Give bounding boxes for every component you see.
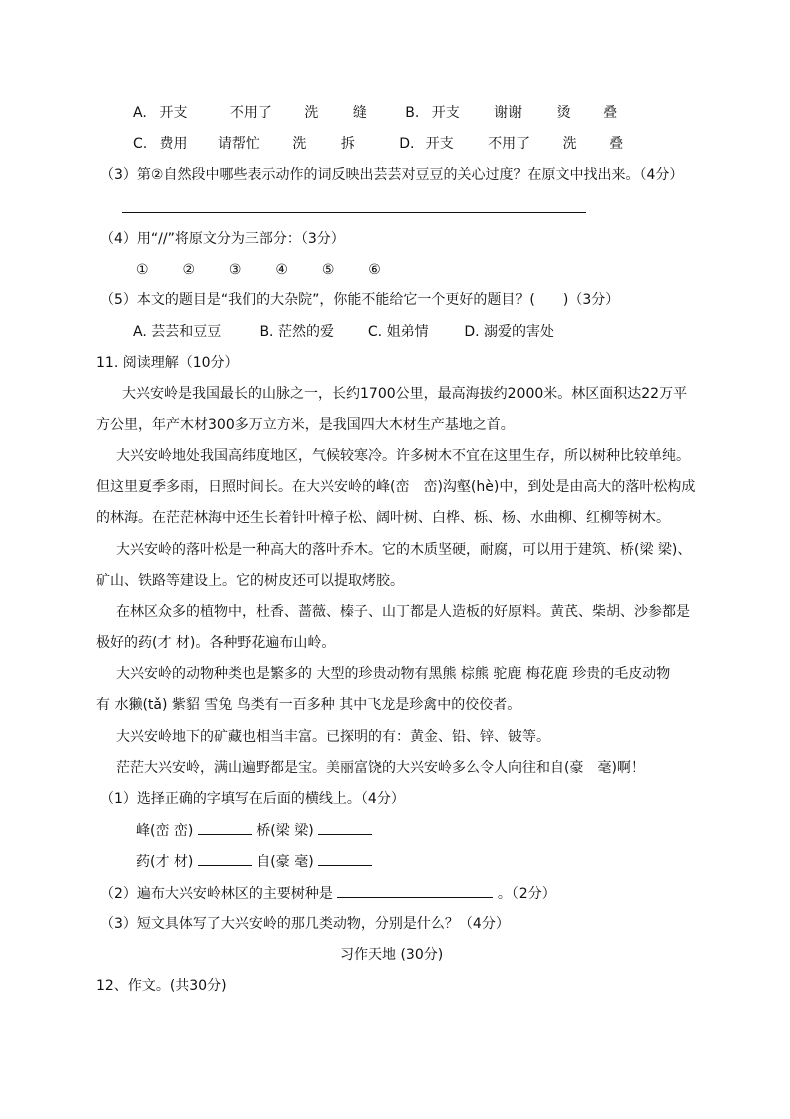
- q10-5-options: [133, 322, 554, 342]
- passage-line: 但这里夏季多雨，日照时间长。在大兴安岭的峰(峦 峦)沟壑(hè)中，到处是由高大的落叶松构成: [96, 479, 696, 495]
- option-c-letter: C.: [133, 136, 148, 152]
- passage-line: 大兴安岭地处我国高纬度地区，气候较寒冷。许多树木不宜在这里生存，所以树种比较单纯。: [116, 448, 690, 464]
- mark: ②: [182, 262, 196, 278]
- option-c-item: 拆: [340, 136, 355, 152]
- option-d-letter: D.: [399, 136, 415, 152]
- option-row-2: [133, 134, 623, 154]
- question-11-2-points: 。（2分）: [497, 886, 556, 902]
- question-11-3: （3）短文具体写了大兴安岭的那几类动物，分别是什么？（4分）: [100, 916, 510, 932]
- fill-item: 自(豪 毫): [256, 854, 314, 870]
- question-11-2-text: （2）遍布大兴安岭林区的主要树种是: [100, 886, 333, 902]
- option-row-1: [133, 103, 617, 123]
- fill-item: 药(才 材): [136, 854, 194, 870]
- option-d-item: 叠: [609, 136, 624, 152]
- fill-row-2: [136, 851, 372, 872]
- fill-item: 桥(梁 梁): [256, 823, 314, 839]
- fill-row-1: [136, 820, 372, 841]
- paragraph-marks: [136, 260, 381, 280]
- blank-line[interactable]: [198, 820, 252, 835]
- option-b-letter: B.: [405, 105, 420, 121]
- question-11-title: 11. 阅读理解（10分）: [96, 355, 239, 371]
- passage-line: 大兴安岭的动物种类也是繁多的 大型的珍贵动物有黑熊 棕熊 驼鹿 梅花鹿 珍贵的毛皮动物: [116, 666, 671, 682]
- question-10-3: （3）第②自然段中哪些表示动作的词反映出芸芸对豆豆的关心过度？在原文中找出来。（4分）: [100, 167, 684, 183]
- passage-line: 有 水獭(tǎ) 紫貂 雪兔 鸟类有一百多种 其中飞龙是珍禽中的佼佼者。: [96, 697, 522, 713]
- option-d-item: 洗: [562, 136, 577, 152]
- passage-line: 大兴安岭的落叶松是一种高大的落叶乔木。它的木质坚硬，耐腐，可以用于建筑、桥(梁 梁)、: [116, 542, 692, 558]
- blank-line[interactable]: [198, 851, 252, 866]
- question-10-4: （4）用“//”将原文分为三部分：（3分）: [100, 231, 345, 247]
- mark: ⑥: [368, 262, 381, 278]
- option-b-item: 烫: [556, 105, 571, 121]
- option: A. 芸芸和豆豆: [133, 324, 222, 340]
- question-12: 12、作文。(共30分): [96, 978, 227, 994]
- question-10-5: （5）本文的题目是“我们的大杂院”，你能不能给它一个更好的题目？( )（3分）: [100, 292, 620, 308]
- option-a-item: 不用了: [229, 105, 272, 121]
- question-11-2: [100, 883, 556, 904]
- blank-line[interactable]: [337, 883, 493, 898]
- option-b-item: 叠: [603, 105, 618, 121]
- option-b-item: 谢谢: [494, 105, 523, 121]
- mark: ①: [136, 262, 149, 278]
- option-a-item: 开支: [159, 105, 188, 121]
- option-d-item: 不用了: [488, 136, 531, 152]
- passage-line: 方公里，年产木材300多万立方米，是我国四大木材生产基地之首。: [96, 417, 515, 433]
- passage-line: 极好的药(才 材)。各种野花遍布山岭。: [96, 635, 336, 651]
- blank-line[interactable]: [318, 820, 372, 835]
- option-a-item: 缝: [352, 105, 367, 121]
- option-a-item: 洗: [304, 105, 319, 121]
- mark: ⑤: [321, 262, 335, 278]
- option: D. 溺爱的害处: [464, 324, 555, 340]
- passage-line: 的林海。在茫茫林海中还生长着针叶樟子松、阔叶树、白桦、栎、杨、水曲柳、红柳等树木。: [96, 510, 670, 526]
- option: B. 茫然的爱: [259, 324, 334, 340]
- passage-line: 大兴安岭是我国最长的山脉之一，长约1700公里，最高海拔约2000米。林区面积达22万平: [122, 386, 688, 402]
- passage-line: 矿山、铁路等建设上。它的树皮还可以提取烤胶。: [96, 573, 404, 589]
- mark: ④: [275, 262, 288, 278]
- option-c-item: 请帮忙: [217, 136, 260, 152]
- passage-line: 大兴安岭地下的矿藏也相当丰富。已探明的有：黄金、铅、锌、铍等。: [116, 729, 550, 745]
- section-title: 习作天地 (30分): [340, 947, 444, 963]
- option-c-item: 洗: [292, 136, 307, 152]
- option-d-item: 开支: [425, 136, 454, 152]
- blank-line[interactable]: [318, 851, 372, 866]
- option-b-item: 开支: [431, 105, 460, 121]
- option-c-item: 费用: [159, 136, 188, 152]
- passage-line: 茫茫大兴安岭，满山遍野都是宝。美丽富饶的大兴安岭多么令人向往和自(豪 毫)啊！: [116, 760, 645, 776]
- question-11-1: （1）选择正确的字填写在后面的横线上。（4分）: [100, 791, 405, 807]
- fill-item: 峰(峦 峦): [136, 823, 194, 839]
- mark: ③: [228, 262, 242, 278]
- option-a-letter: A.: [133, 105, 147, 121]
- passage-line: 在林区众多的植物中，杜香、蔷薇、榛子、山丁都是人造板的好原料。黄芪、柴胡、沙参都是: [116, 604, 690, 620]
- answer-line[interactable]: [122, 212, 586, 213]
- option: C. 姐弟情: [367, 324, 429, 340]
